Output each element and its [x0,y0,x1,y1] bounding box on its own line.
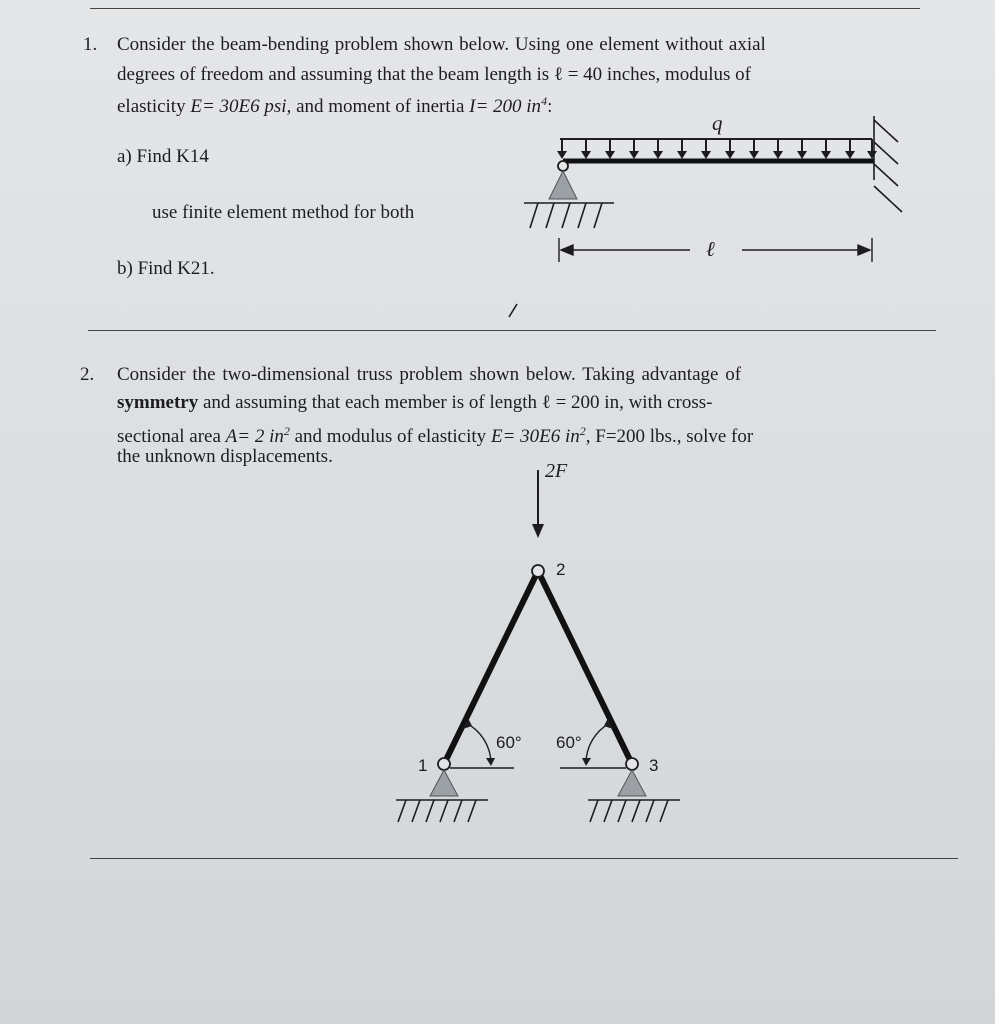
node-2 [532,565,544,577]
modulus-value: E= 30E6 psi, [190,96,292,117]
angle-arc-left [466,723,491,764]
line3-text-a: sectional area [117,426,226,447]
line3-text-c: , F=200 lbs., solve for [585,426,754,447]
node-1-label: 1 [418,756,428,775]
problem2-line1: Consider the two-dimensional truss problem shown below. Taking advantage of [117,364,742,385]
support-3 [618,770,646,796]
part-b: b) Find K21. [117,258,215,279]
angle-arrow-right-b [582,758,591,766]
modulus-value: E= 30E6 in [490,426,580,447]
problem1-line2: degrees of freedom and assuming that the beam length is ℓ = 40 inches, modulus of [117,64,752,85]
angle-arrow-left-b [486,758,495,766]
problem2-number: 2. [80,364,95,385]
member-1-2 [444,571,538,764]
force-label: 2F [545,460,568,482]
angle-left-label: 60° [496,733,522,752]
node-2-label: 2 [556,560,566,579]
area-value: A= 2 in [225,426,284,447]
symmetry-word: symmetry [117,392,199,413]
force-arrow [532,470,544,538]
inertia-exponent: 4 [541,94,548,108]
node-3 [626,758,638,770]
line3-text-b: and moment of inertia [291,96,470,117]
angle-right-label: 60° [556,733,582,752]
problem2-line4: the unknown displacements. [117,446,333,467]
line2-rest: and assuming that each member is of length ℓ = 200 in, with cross- [198,392,713,413]
node-1 [438,758,450,770]
ground-hatch-3 [588,800,680,822]
line3-text-b: and modulus of elasticity [289,426,491,447]
modulus-exponent: 2 [579,424,586,438]
line3-colon: : [547,96,553,117]
fem-note: use finite element method for both [152,202,415,223]
part-a: a) Find K14 [117,146,209,167]
inertia-value: I= 200 in [469,96,542,117]
ground-hatch-1 [396,800,488,822]
problem1-line1: Consider the beam-bending problem shown below. Using one element without axial [117,34,766,55]
line3-text-a: elasticity [117,96,191,117]
problem1-number: 1. [83,34,98,55]
support-1 [430,770,458,796]
length-label: ℓ [706,237,715,261]
load-label-q: q [712,111,723,135]
member-2-3 [538,571,632,764]
node-3-label: 3 [649,756,659,775]
area-exponent: 2 [283,424,290,438]
angle-arc-right [586,723,610,764]
